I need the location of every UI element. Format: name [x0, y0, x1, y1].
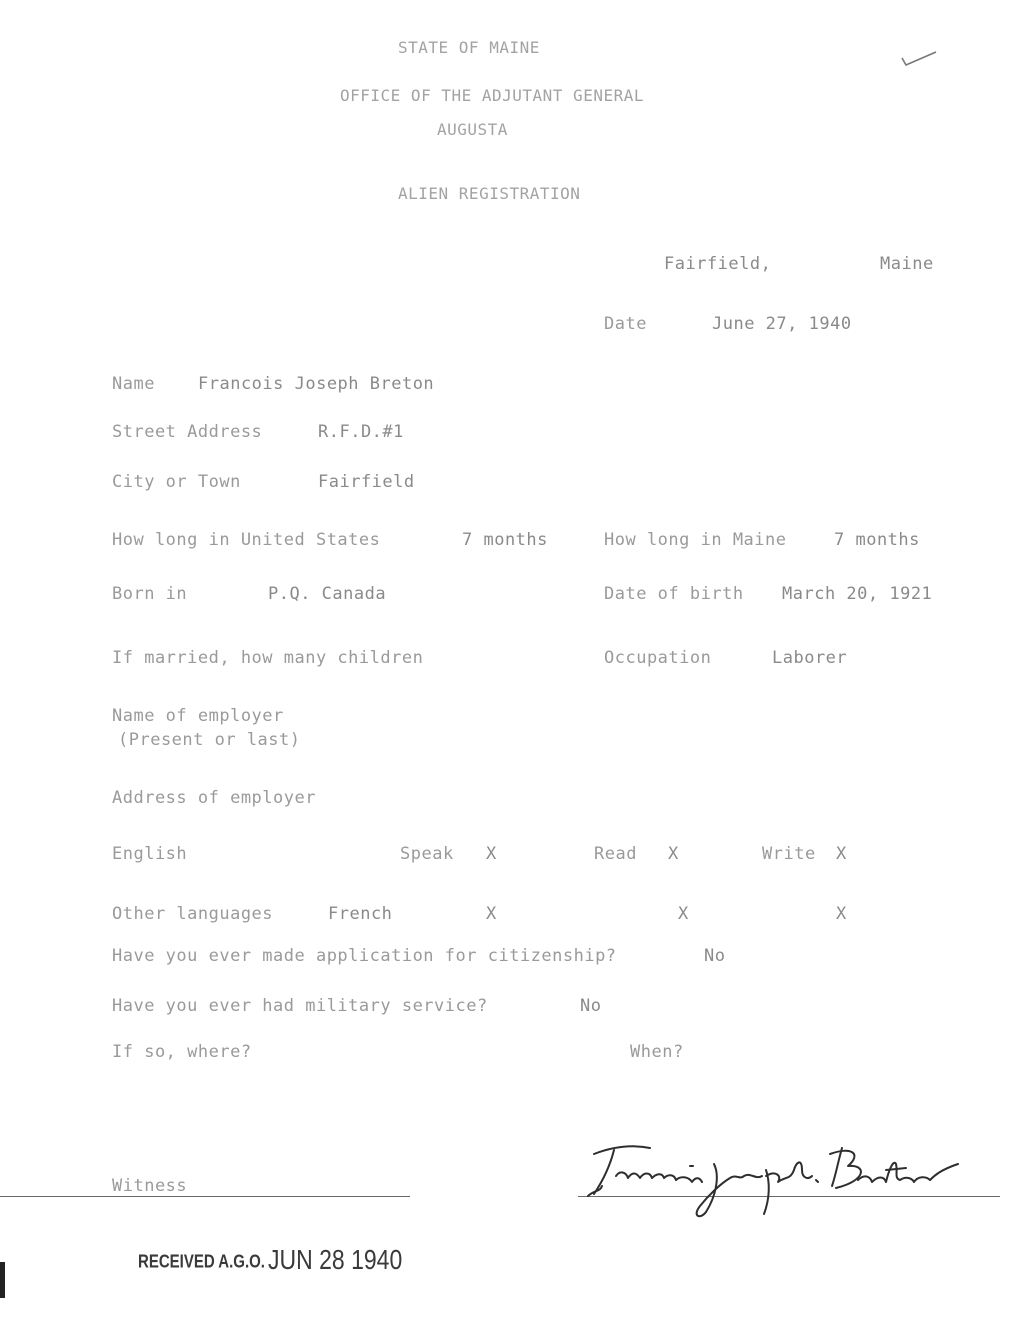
header-office: OFFICE OF THE ADJUTANT GENERAL [340, 86, 644, 105]
citizenship-question: Have you ever made application for citizenship? [112, 946, 617, 966]
name-label: Name [112, 374, 155, 394]
military-answer: No [580, 996, 602, 1016]
street-label: Street Address [112, 422, 263, 442]
english-label: English [112, 844, 188, 864]
english-speak-value: X [486, 844, 497, 864]
dob-label: Date of birth [604, 584, 744, 604]
us-time-value: 7 months [462, 530, 548, 550]
employer-label: Name of employer [112, 706, 284, 726]
street-value: R.F.D.#1 [318, 422, 404, 442]
english-read-value: X [668, 844, 679, 864]
date-label: Date [604, 314, 647, 334]
date-value: June 27, 1940 [712, 314, 852, 334]
born-label: Born in [112, 584, 188, 604]
read-label: Read [594, 844, 637, 864]
occupation-value: Laborer [772, 648, 848, 668]
write-label: Write [762, 844, 816, 864]
other-languages-value: French [328, 904, 393, 924]
city-value: Fairfield [318, 472, 415, 492]
employer-sublabel: (Present or last) [118, 730, 301, 750]
maine-time-label: How long in Maine [604, 530, 787, 550]
signature-image [580, 1136, 980, 1226]
witness-line [0, 1196, 410, 1197]
header-city: AUGUSTA [437, 120, 508, 139]
header-state: STATE OF MAINE [398, 38, 540, 57]
military-question: Have you ever had military service? [112, 996, 488, 1016]
speak-label: Speak [400, 844, 454, 864]
other-read-value: X [678, 904, 689, 924]
name-value: Francois Joseph Breton [198, 374, 435, 394]
received-stamp-prefix: RECEIVED A.G.O. [138, 1251, 265, 1273]
other-speak-value: X [486, 904, 497, 924]
witness-label: Witness [112, 1176, 188, 1196]
maine-time-value: 7 months [834, 530, 920, 550]
citizenship-answer: No [704, 946, 726, 966]
english-write-value: X [836, 844, 847, 864]
when-question: When? [630, 1042, 684, 1062]
occupation-label: Occupation [604, 648, 712, 668]
form-title: ALIEN REGISTRATION [398, 184, 581, 203]
check-mark-icon [900, 50, 940, 70]
us-time-label: How long in United States [112, 530, 381, 550]
other-write-value: X [836, 904, 847, 924]
other-languages-label: Other languages [112, 904, 274, 924]
where-question: If so, where? [112, 1042, 252, 1062]
city-label: City or Town [112, 472, 241, 492]
scan-edge-mark [0, 1262, 5, 1298]
place-town: Fairfield, [664, 254, 772, 274]
employer-address-label: Address of employer [112, 788, 316, 808]
born-value: P.Q. Canada [268, 584, 387, 604]
place-state: Maine [880, 254, 934, 274]
received-stamp-date: JUN 28 1940 [268, 1244, 403, 1276]
dob-value: March 20, 1921 [782, 584, 933, 604]
children-label: If married, how many children [112, 648, 424, 668]
